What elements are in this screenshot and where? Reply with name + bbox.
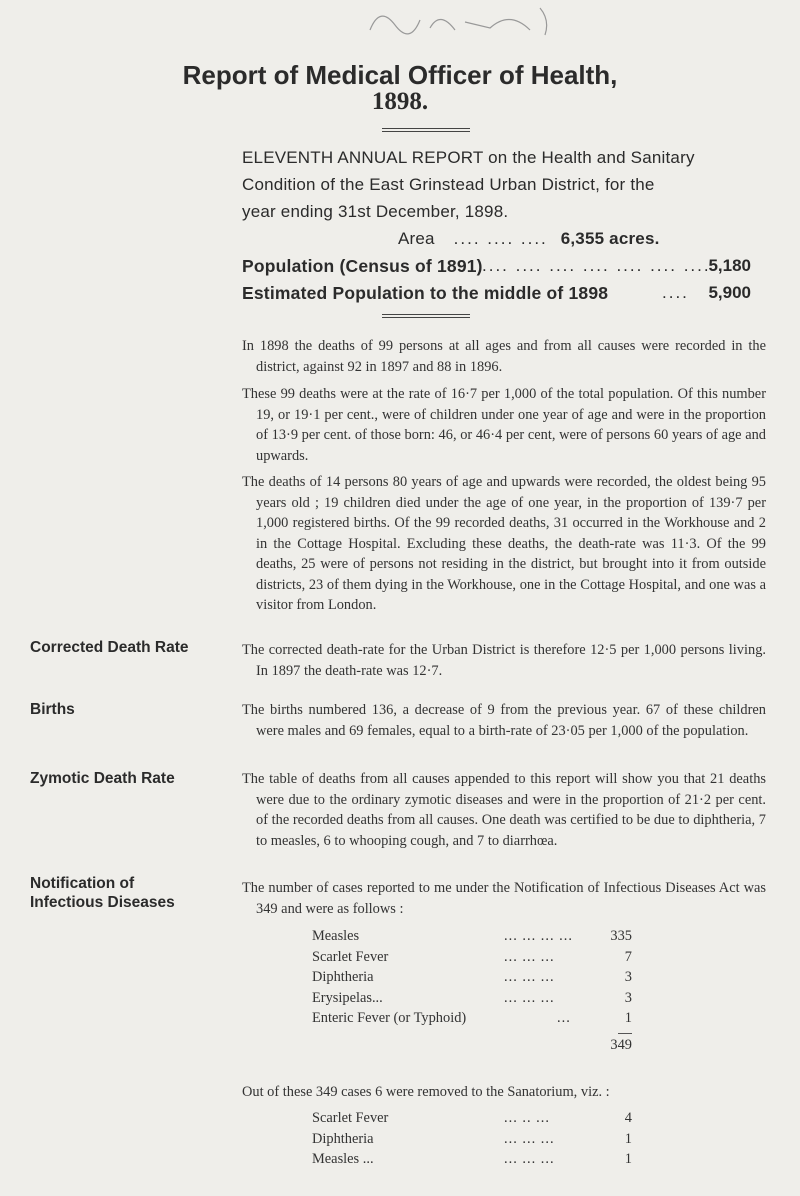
- total-rule: [618, 1033, 632, 1034]
- table-row: [312, 988, 632, 1009]
- table-row: [312, 1008, 632, 1029]
- case-name: Erysipelas...: [312, 989, 383, 1006]
- paragraph-births: The births numbered 136, a decrease of 9 from the previous year. 67 of these children were males and 69 females, equal to a birth-rate of 23·05 per 1,000 of the population.: [242, 702, 766, 739]
- population-label: Population (Census of 1891): [242, 256, 483, 276]
- estimated-value: 5,900: [708, 283, 751, 302]
- case-name: Diphtheria: [312, 969, 374, 985]
- header-rule-top: [382, 314, 470, 315]
- sidenote-corrected-death-rate: Corrected Death Rate: [30, 639, 189, 656]
- sidenote-notification: [30, 874, 235, 912]
- table-row: [312, 1149, 632, 1170]
- total-row: [312, 1029, 632, 1053]
- case-dots: ...: [557, 1010, 571, 1026]
- sidenote-notification-line2: Infectious Diseases: [30, 894, 175, 911]
- cases-table: [312, 926, 632, 1053]
- sanatorium-name: Scarlet Fever: [312, 1110, 389, 1126]
- sanatorium-dots: ... .. ...: [504, 1110, 550, 1126]
- table-row: [312, 967, 632, 988]
- estimated-dots: ....: [662, 283, 689, 302]
- title-rule-bottom: [382, 131, 470, 132]
- report-year: 1898.: [371, 88, 429, 115]
- sanatorium-dots: ... ... ...: [504, 1130, 555, 1147]
- estimated-label: Estimated Population to the middle of 1898: [242, 283, 609, 303]
- sidenote-notification-line1: Notification of: [30, 875, 135, 892]
- population-value: 5,180: [708, 256, 751, 275]
- title-rule-top: [382, 128, 470, 129]
- case-dots: ... ... ... ...: [504, 928, 573, 944]
- sanatorium-name: Diphtheria: [312, 1130, 374, 1147]
- case-dots: ... ... ...: [504, 989, 555, 1006]
- case-name: Scarlet Fever: [312, 948, 389, 965]
- area-row: [398, 229, 660, 249]
- paragraph-zymotic: The table of deaths from all causes appended to this report will show you that 21 deaths were due to the ordinary zymotic diseases and were in the proportion of 21·2 per cent. of the recorded deaths from all causes. One death was certified to be due to diphtheria, 7 to measles, 6 to whooping cough, and 7 to diarrhœa.: [242, 771, 766, 849]
- case-count: 1: [624, 1010, 632, 1026]
- report-title: Report of Medical Officer of Health,: [182, 60, 618, 90]
- table-row: [312, 1108, 632, 1129]
- sanatorium-count: 1: [624, 1151, 632, 1167]
- sanatorium-dots: ... ... ...: [504, 1151, 555, 1167]
- case-count: 3: [624, 989, 632, 1006]
- sanatorium-count: 1: [624, 1130, 632, 1147]
- sidenote-births: Births: [30, 701, 75, 718]
- heading-line-2: Condition of the East Grinstead Urban District, for the: [242, 175, 655, 194]
- paragraph-death-rate: These 99 deaths were at the rate of 16·7 per 1,000 of the total population. Of this number 19, or 19·1 per cent., were of children under one year of age and were in the proportion of 13·9 per cent. of those born: 46, or 46·4 per cent, were of persons 60 years of age and upwards.: [242, 386, 766, 464]
- sidenote-zymotic-death-rate: Zymotic Death Rate: [30, 770, 175, 787]
- case-name: Measles: [312, 928, 360, 944]
- cases-total: 349: [610, 1036, 632, 1053]
- area-value: 6,355 acres.: [560, 229, 660, 248]
- table-row: [312, 926, 632, 947]
- paragraph-corrected-rate: The corrected death-rate for the Urban District is therefore 12·5 per 1,000 persons living. In 1897 the death-rate was 12·7.: [242, 642, 766, 679]
- paragraph-sanatorium: Out of these 349 cases 6 were removed to the Sanatorium, viz. :: [242, 1084, 610, 1100]
- case-dots: ... ... ...: [504, 969, 555, 985]
- paragraph-notification: The number of cases reported to me under the Notification of Infectious Diseases Act was 349 and were as follows :: [242, 880, 766, 917]
- paragraph-deaths-total: In 1898 the deaths of 99 persons at all ages and from all causes were recorded in the district, against 92 in 1897 and 88 in 1896.: [242, 338, 766, 375]
- sanatorium-count: 4: [624, 1110, 632, 1126]
- sanatorium-name: Measles ...: [312, 1151, 374, 1167]
- case-count: 335: [610, 928, 632, 944]
- area-dots: .... .... ....: [453, 229, 548, 248]
- heading-line-3: year ending 31st December, 1898.: [242, 202, 509, 221]
- header-rule-bottom: [382, 317, 470, 318]
- case-dots: ... ... ...: [504, 948, 555, 965]
- table-row: [312, 1129, 632, 1150]
- case-count: 7: [624, 948, 632, 965]
- population-dots: .... .... .... .... .... .... ....: [482, 256, 711, 275]
- case-count: 3: [624, 969, 632, 985]
- handwritten-scribble: [360, 0, 560, 40]
- table-row: [312, 947, 632, 968]
- case-name: Enteric Fever (or Typhoid): [312, 1010, 467, 1026]
- sanatorium-table: [312, 1108, 632, 1170]
- heading-line-1: ELEVENTH ANNUAL REPORT on the Health and Sanitary: [242, 148, 695, 167]
- area-label: Area: [398, 229, 435, 248]
- paragraph-aged-deaths: The deaths of 14 persons 80 years of age and upwards were recorded, the oldest being 95 years old ; 19 children died under the age of one year, in the proportion of 139·7 per 1,000 registered births. Of the 99 recorded deaths, 31 occurred in the Workhouse and 2 in the Cottage Hospital. Excluding these deaths, the death-rate was 11·3. Of the 99 deaths, 25 were of persons not residing in the district, but brought into it from outside districts, 23 of them dying in the Workhouse, one in the Cottage Hospital, and one was a visitor from London.: [242, 474, 766, 613]
